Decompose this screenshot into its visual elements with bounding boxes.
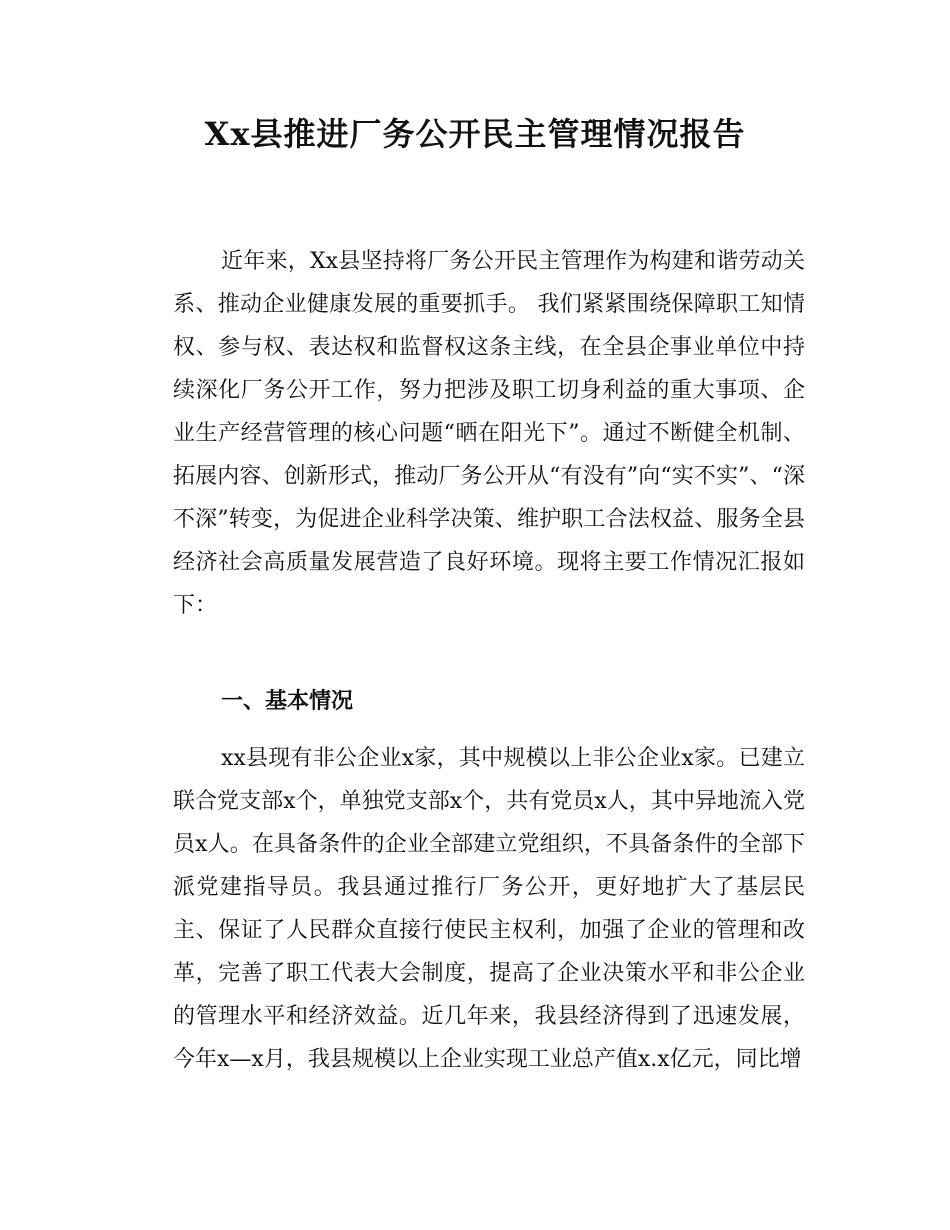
document-title: Xx县推进厂务公开民主管理情况报告 xyxy=(204,115,746,153)
basic-situation-paragraph: xx县现有非公企业x家，其中规模以上非公企业x家。已建立联合党支部x个，单独党支部x个，共有党员x人，其中异地流入党员x人。在具备条件的企业全部建立党组织，不具备条件的全部下派党建指导员。我县通过推行厂务公开，更好地扩大了基层民主、保证了人民群众直接行使民主权利，加强了企业的管理和改革，完善了职工代表大会制度，提高了企业决策水平和非公企业的管理水平和经济效益。近几年来，我县经济得到了迅速发展，今年x—x月，我县规模以上企业实现工业总产值x.x亿元，同比增 xyxy=(173,746,805,1072)
section-heading-basic-situation: 一、基本情况 xyxy=(221,689,354,714)
intro-paragraph: 近年来，Xx县坚持将厂务公开民主管理作为构建和谐劳动关系、推动企业健康发展的重要抓手。 我们紧紧围绕保障职工知情权、参与权、表达权和监督权这条主线，在全县企事业单位中持续深化厂务公开工作，努力把涉及职工切身利益的重大事项、企业生产经营管理的核心问题“晒在阳光下”。通过不断健全机制、拓展内容、创新形式，推动厂务公开从“有没有”向“实不实”、“深不深”转变，为促进企业科学决策、维护职工合法权益、服务全县经济社会高质量发展营造了良好环境。现将主要工作情况汇报如下： xyxy=(173,249,805,618)
